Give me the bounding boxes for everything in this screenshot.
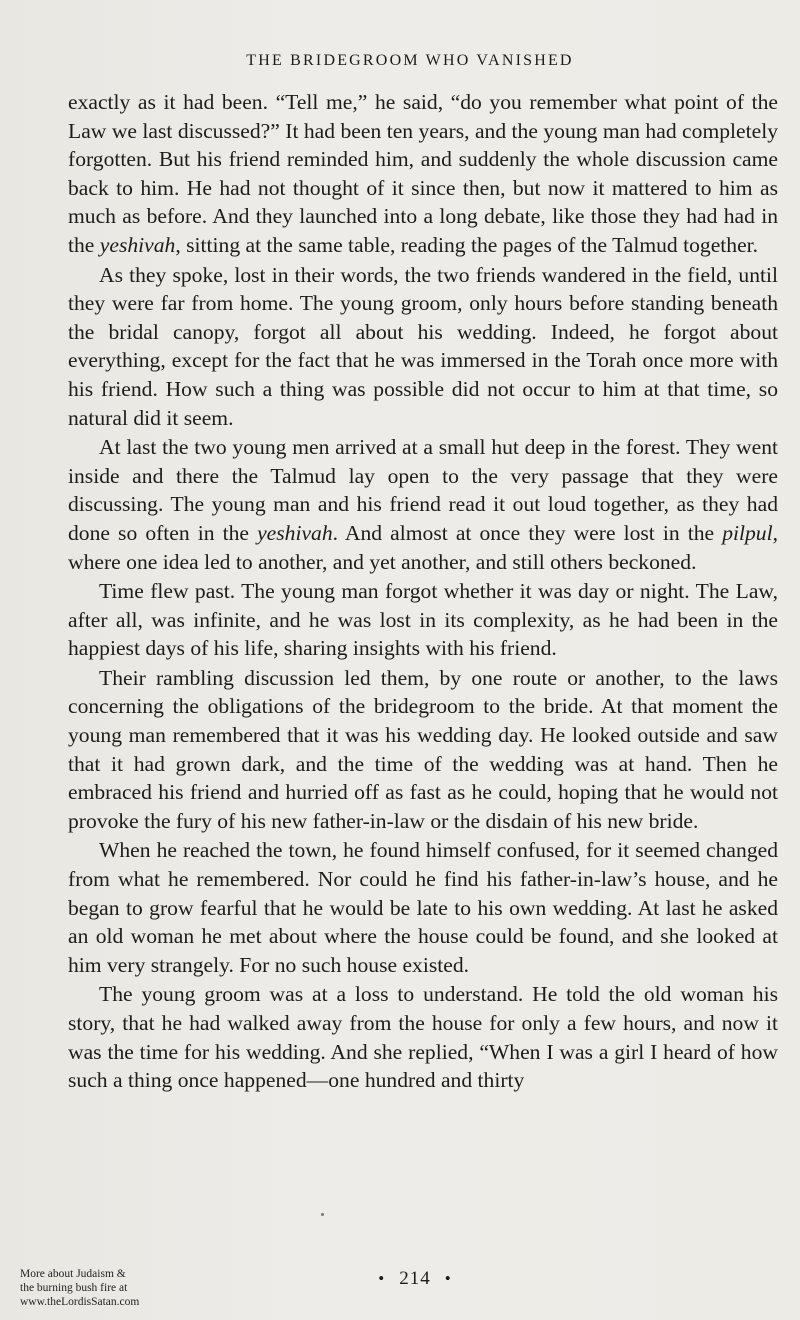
italic-term: yeshivah bbox=[99, 232, 176, 257]
paragraph-5: Their rambling discussion led them, by one route or another, to the laws concerning the obligations of the bridegroom to the bride. At that moment the young man remembered that it was his wedding day. He looked outside and saw that it had grown dark, and the time of the wedding was at hand. Then he embraced his friend and hurried off as fast as he could, hoping that he would not provoke the fury of his new father-in-law or the disdain of his new bride. bbox=[68, 665, 778, 833]
paragraph-1: exactly as it had been. “Tell me,” he said, “do you remember what point of the Law we last discussed?” It had been ten years, and the young man had completely forgotten. But his friend reminded him, and suddenly the whole discussion came back to him. He had not thought of it since then, but now it mattered to him as much as before. And they launched into a long debate, like those they had had in the yeshivah, sitting at the same table, reading the pages of the Talmud together. bbox=[68, 90, 778, 257]
bullet-ornament-left: • bbox=[378, 1269, 386, 1288]
body-text bbox=[68, 88, 778, 1095]
italic-term: yeshivah bbox=[257, 520, 333, 545]
paragraph-7: The young groom was at a loss to understand. He told the old woman his story, that he had walked away from the house for only a few hours, and now it was the time for his wedding. And she replied, “When I was a girl I heard of how such a thing once happened—one hundred and thirty bbox=[68, 982, 778, 1093]
watermark-url[interactable]: www.theLordisSatan.com bbox=[20, 1295, 140, 1308]
paper-speck bbox=[321, 1213, 324, 1216]
running-head: THE BRIDEGROOM WHO VANISHED bbox=[246, 52, 574, 69]
page-number-value: 214 bbox=[399, 1268, 431, 1289]
page-number bbox=[355, 1268, 475, 1290]
paragraph-4: Time flew past. The young man forgot whether it was day or night. The Law, after all, was infinite, and he was lost in its complexity, as he had been in the happiest days of his life, sharing insights with his friend. bbox=[68, 579, 778, 661]
italic-term: pilpul bbox=[722, 520, 773, 545]
paragraph-6: When he reached the town, he found himself confused, for it seemed changed from what he remembered. Nor could he find his father-in-law’s house, and he began to grow fearful that he would be late to his own wedding. At last he asked an old woman he met about where the house could be found, and she looked at him very strangely. For no such house existed. bbox=[68, 838, 778, 977]
watermark-line: the burning bush fire at bbox=[20, 1281, 128, 1294]
watermark bbox=[20, 1268, 200, 1309]
watermark-line: More about Judaism & bbox=[20, 1268, 126, 1280]
paragraph-3: At last the two young men arrived at a small hut deep in the forest. They went inside and there the Talmud lay open to the very passage that they were discussing. The young man and his friend read it out loud together, as they had done so often in the yeshivah. And almost at once they were lost in the pilpul, where one idea led to another, and yet another, and still others beckoned. bbox=[68, 435, 778, 574]
bullet-ornament-right: • bbox=[444, 1269, 452, 1288]
paragraph-2: As they spoke, lost in their words, the two friends wandered in the field, until they were far from home. The young groom, only hours before standing beneath the bridal canopy, forgot all about his wedding. Indeed, he forgot about everything, except for the fact that he was immersed in the Torah once more with his friend. How such a thing was possible did not occur to him at that time, so natural did it seem. bbox=[68, 262, 778, 430]
